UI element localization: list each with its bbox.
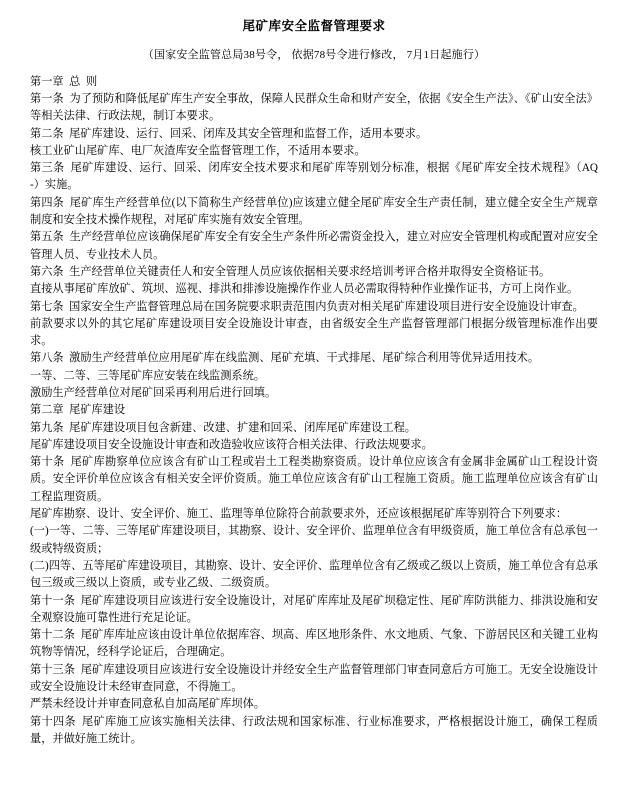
paragraph: 第十条 尾矿库勘察单位应该含有矿山工程或岩土工程类勘察资质。设计单位应该含有金属非金属矿山工程设计资质。安全评价单位应该含有相关安全评价资质。施工单位应该含有矿山工程施工资质。施工监理单位应该含有矿山工程监理资质。: [30, 456, 598, 503]
section-heading: 第二章 尾矿库建设: [30, 404, 126, 417]
paragraph: 激励生产经营单位对尾矿回采再利用后进行回填。: [30, 386, 277, 399]
paragraph: 第十三条 尾矿库建设项目应该进行安全设施设计并经安全生产监督管理部门审查同意后方可施工。无安全设施设计或安全设施设计未经审查同意，不得施工。: [30, 663, 598, 694]
paragraph: 尾矿库勘察、设计、安全评价、施工、监理等单位除符合前款要求外，还应该根据尾矿库等别符合下列要求：: [30, 508, 568, 521]
page-title: 尾矿库安全监督管理要求: [242, 19, 386, 33]
paragraph: 第六条 生产经营单位关键责任人和安全管理人员应该依据相关要求经培训考评合格并取得安全资格证书。: [30, 265, 551, 278]
paragraph: 尾矿库建设项目安全设施设计审查和改造验收应该符合相关法律、行政法规要求。: [30, 438, 433, 451]
paragraph: 第二条 尾矿库建设、运行、回采、闭库及其安全管理和监督工作，适用本要求。: [30, 127, 428, 140]
paragraph: (二)四等、五等尾矿库建设项目，其勘察、设计、安全评价、监理单位含有乙级或乙级以上资质，施工单位含有总承包三级或三级以上资质，或专业乙级、二级资质。: [30, 559, 598, 590]
paragraph: 第七条 国家安全生产监督管理总局在国务院要求职责范围内负责对相关尾矿库建设项目进行安全设施设计审查。: [30, 300, 584, 313]
paragraph: 严禁未经设计并审查同意私自加高尾矿库坝体。: [30, 698, 265, 711]
paragraph: 第十四条 尾矿库施工应该实施相关法律、行政法规和国家标准、行业标准要求，严格根据设计施工，确保工程质量，并做好施工统计。: [30, 715, 598, 745]
paragraph: 直接从事尾矿库放矿、筑坝、巡视、排洪和排渗设施操作作业人员必需取得特种作业操作证书，方可上岗作业。: [30, 283, 579, 296]
document-body: [30, 74, 604, 749]
paragraph: 第十二条 尾矿库库址应该由设计单位依据库容、坝高、库区地形条件、水文地质、气象、下游居民区和关键工业构筑物等情况，经科学论证后，合理确定。: [30, 629, 598, 659]
document-subtitle: （国家安全监管总局38号令， 依据78号令进行修改， 7月1日起施行）: [142, 49, 486, 62]
paragraph: 第九条 尾矿库建设项目包含新建、改建、扩建和回采、闭库尾矿库建设工程。: [30, 421, 416, 434]
paragraph: 第一条 为了预防和降低尾矿库生产安全事故，保障人民群众生命和财产安全，依据《安全生产法》、《矿山安全法》等相关法律、行政法规，制订本要求。: [30, 92, 598, 123]
paragraph: 第五条 生产经营单位应该确保尾矿库安全有安全生产条件所必需资金投入，建立对应安全管理机构或配置对应安全管理人员、专业技术人员。: [30, 231, 598, 261]
paragraph: 第十一条 尾矿库建设项目应该进行安全设施设计，对尾矿库库址及尾矿坝稳定性、尾矿库防洪能力、排洪设施和安全观察设施可靠性进行充足论证。: [30, 594, 598, 624]
paragraph: 核工业矿山尾矿库、电厂灰渣库安全监督管理工作，不适用本要求。: [30, 144, 366, 157]
paragraph: 一等、二等、三等尾矿库应安装在线监测系统。: [30, 369, 265, 382]
paragraph: (一)一等、二等、三等尾矿库建设项目，其勘察、设计、安全评价、监理单位含有甲级资质，施工单位含有总承包一级或特级资质；: [30, 525, 598, 555]
paragraph: 前款要求以外的其它尾矿库建设项目安全设施设计审查，由省级安全生产监督管理部门根据分级管理标准作出要求。: [30, 317, 598, 348]
paragraph: 第四条 尾矿库生产经营单位(以下简称生产经营单位)应该建立健全尾矿库安全生产责任制，建立健全安全生产规章制度和安全技术操作规程，对尾矿库实施有效安全管理。: [30, 196, 598, 227]
paragraph: 第三条 尾矿库建设、运行、回采、闭库安全技术要求和尾矿库等别划分标准，根据《尾矿库安全技术规程》（AQ -）实施。: [30, 162, 604, 192]
paragraph: 第八条 激励生产经营单位应用尾矿库在线监测、尾矿充填、干式排尾、尾矿综合利用等优异适用技术。: [30, 352, 540, 365]
section-heading: 第一章 总 则: [30, 75, 98, 88]
